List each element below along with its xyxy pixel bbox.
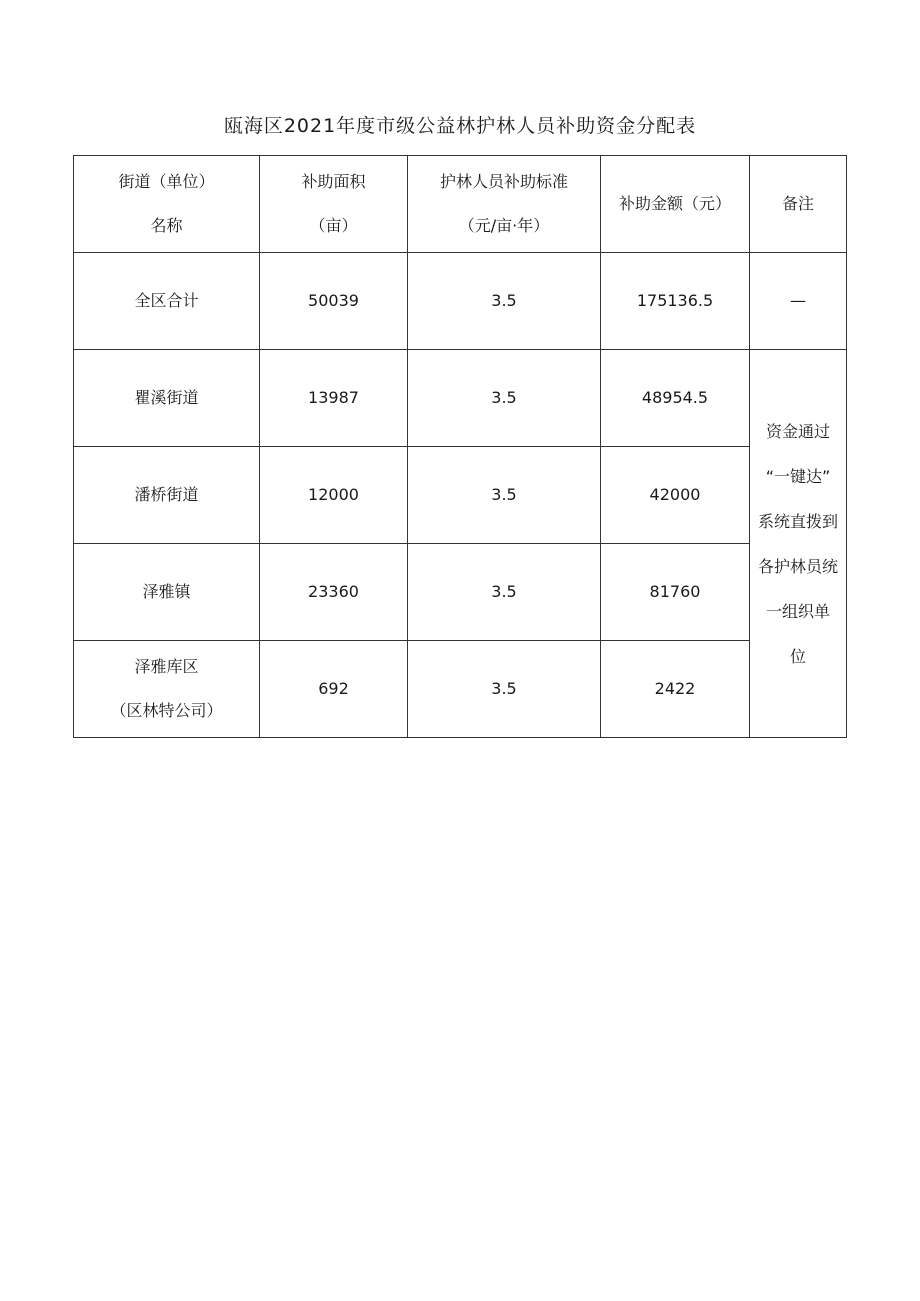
row-name — [74, 641, 260, 738]
row-area: 692 — [260, 641, 408, 738]
row-name-line1: 泽雅库区 — [134, 657, 199, 676]
row-area: 13987 — [260, 350, 408, 447]
row-area: 23360 — [260, 544, 408, 641]
row-area: 12000 — [260, 447, 408, 544]
header-remark-label: 备注 — [781, 194, 814, 213]
row-standard: 3.5 — [408, 544, 601, 641]
total-area: 50039 — [260, 253, 408, 350]
table-row — [74, 641, 847, 738]
total-standard: 3.5 — [408, 253, 601, 350]
row-standard: 3.5 — [408, 350, 601, 447]
header-cell-amount — [601, 156, 750, 253]
row-amount: 2422 — [601, 641, 750, 738]
header-standard-line2: （元/亩·年） — [458, 216, 550, 235]
total-remark: — — [750, 253, 847, 350]
merged-remark — [750, 350, 847, 738]
row-name-line2: （区林特公司） — [110, 701, 223, 720]
table-row — [74, 544, 847, 641]
remark-line: “一键达” — [765, 466, 831, 486]
remark-line: 位 — [789, 646, 806, 666]
header-cell-name — [74, 156, 260, 253]
row-name: 潘桥街道 — [74, 447, 260, 544]
remark-line: 资金通过 — [765, 421, 830, 441]
row-standard: 3.5 — [408, 641, 601, 738]
header-standard-line1: 护林人员补助标准 — [439, 172, 568, 191]
allocation-table — [73, 155, 847, 738]
header-name-line1: 街道（单位） — [118, 172, 215, 191]
header-name-line2: 名称 — [150, 216, 183, 235]
row-standard: 3.5 — [408, 447, 601, 544]
header-cell-standard — [408, 156, 601, 253]
page-title: 瓯海区2021年度市级公益林护林人员补助资金分配表 — [223, 115, 697, 137]
row-amount: 42000 — [601, 447, 750, 544]
header-cell-remark — [750, 156, 847, 253]
header-row — [74, 156, 847, 253]
remark-line: 一组织单 — [765, 601, 830, 621]
table-row — [74, 447, 847, 544]
row-amount: 48954.5 — [601, 350, 750, 447]
table-row — [74, 350, 847, 447]
total-name: 全区合计 — [74, 253, 260, 350]
row-amount: 81760 — [601, 544, 750, 641]
header-cell-area — [260, 156, 408, 253]
header-area-line1: 补助面积 — [301, 172, 366, 191]
row-name: 瞿溪街道 — [74, 350, 260, 447]
total-row — [74, 253, 847, 350]
total-amount: 175136.5 — [601, 253, 750, 350]
header-amount-label: 补助金额（元） — [618, 194, 731, 213]
row-name: 泽雅镇 — [74, 544, 260, 641]
remark-line: 系统直拨到 — [757, 511, 838, 531]
header-area-line2: （亩） — [309, 216, 358, 235]
remark-line: 各护林员统 — [757, 556, 838, 576]
